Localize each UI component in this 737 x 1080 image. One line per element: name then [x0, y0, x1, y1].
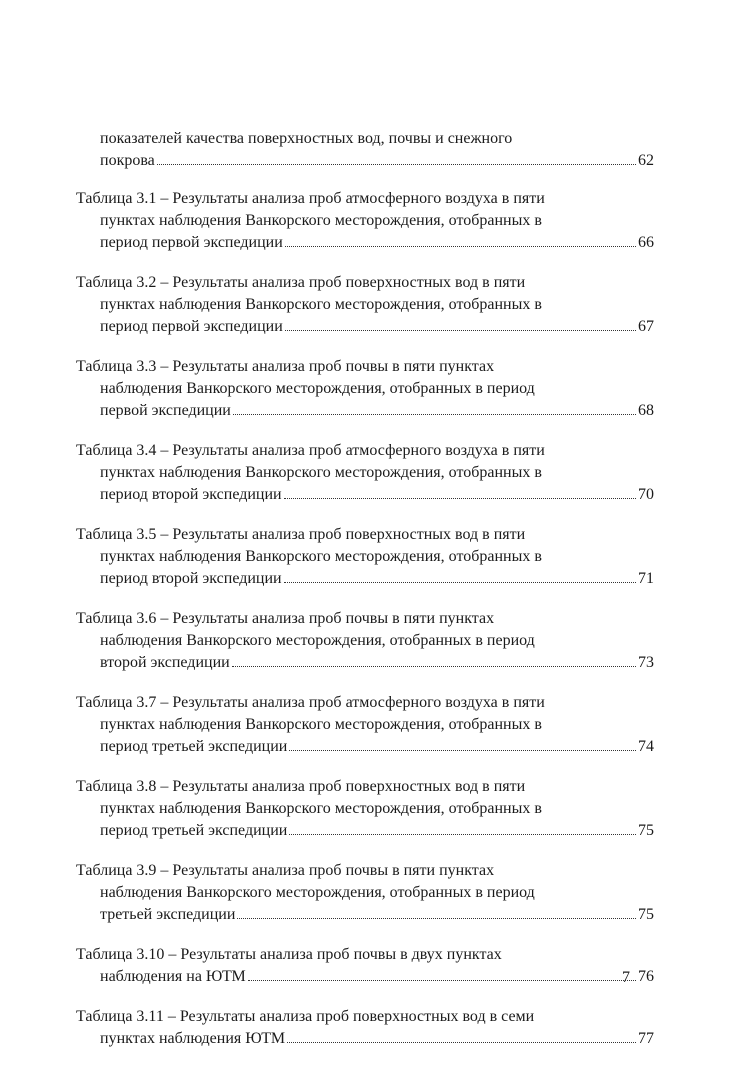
toc-entry-line: показателей качества поверхностных вод, почвы и снежного: [100, 130, 513, 147]
toc-entry-line: пунктах наблюдения Ванкорского месторождения, отобранных в: [100, 464, 542, 481]
toc-entry-text: наблюдения на ЮТМ: [100, 968, 246, 985]
toc-entry-text: третьей экспедиции: [100, 906, 236, 923]
toc-entry-continuation: [76, 128, 654, 172]
toc-entry-last-line: [76, 232, 654, 254]
dot-leader: [287, 1041, 636, 1043]
toc-entry-line: Таблица 3.11 – Результаты анализа проб поверхностных вод в семи: [76, 1008, 535, 1025]
toc-entry-line: Таблица 3.8 – Результаты анализа проб поверхностных вод в пяти: [76, 778, 526, 795]
table-of-contents: [76, 128, 654, 1068]
toc-entry-text: покрова: [100, 152, 155, 169]
toc-entry-line: Таблица 3.6 – Результаты анализа проб почвы в пяти пунктах: [76, 610, 495, 627]
dot-leader: [289, 833, 636, 835]
toc-entry-line: Таблица 3.4 – Результаты анализа проб атмосферного воздуха в пяти: [76, 442, 545, 459]
toc-page-number: 74: [638, 738, 654, 755]
toc-page-number: 75: [638, 822, 654, 839]
toc-page-number: 62: [638, 152, 654, 169]
toc-entry-last-line: [76, 1028, 654, 1050]
toc-entry-3-7[interactable]: [76, 692, 654, 758]
toc-page-number: 76: [638, 968, 654, 985]
toc-entry-text: период третьей экспедиции: [100, 738, 288, 755]
toc-entry-line: Таблица 3.2 – Результаты анализа проб поверхностных вод в пяти: [76, 274, 526, 291]
toc-entry-text: второй экспедиции: [100, 654, 230, 671]
dot-leader: [232, 665, 636, 667]
toc-entry-line: наблюдения Ванкорского месторождения, отобранных в период: [100, 632, 535, 649]
toc-entry-line: Таблица 3.3 – Результаты анализа проб почвы в пяти пунктах: [76, 358, 495, 375]
toc-page-number: 66: [638, 234, 654, 251]
toc-entry-last-line: [76, 904, 654, 926]
toc-page-number: 70: [638, 486, 654, 503]
dot-leader: [285, 329, 636, 331]
toc-entry-3-4[interactable]: [76, 440, 654, 506]
toc-page-number: 71: [638, 570, 654, 587]
toc-entry-3-1[interactable]: [76, 188, 654, 254]
toc-entry-text: первой экспедиции: [100, 402, 231, 419]
toc-entry-text: период второй экспедиции: [100, 570, 282, 587]
toc-entry-3-5[interactable]: [76, 524, 654, 590]
toc-page-number: 75: [638, 906, 654, 923]
toc-entry-text: период второй экспедиции: [100, 486, 282, 503]
dot-leader: [284, 497, 636, 499]
toc-entry-last-line: [76, 316, 654, 338]
toc-entry-3-10[interactable]: [76, 944, 654, 988]
toc-entry-text: период первой экспедиции: [100, 234, 283, 251]
dot-leader: [248, 979, 636, 981]
toc-entry-text: пунктах наблюдения ЮТМ: [100, 1030, 286, 1047]
toc-entry-line: пунктах наблюдения Ванкорского месторождения, отобранных в: [100, 716, 542, 733]
page-number: 7: [622, 969, 630, 986]
toc-entry-line: Таблица 3.7 – Результаты анализа проб атмосферного воздуха в пяти: [76, 694, 545, 711]
dot-leader: [289, 749, 636, 751]
toc-entry-text: период первой экспедиции: [100, 318, 283, 335]
toc-entry-text: период третьей экспедиции: [100, 822, 288, 839]
toc-page-number: 77: [638, 1030, 654, 1047]
dot-leader: [233, 413, 636, 415]
toc-entry-3-3[interactable]: [76, 356, 654, 422]
toc-entry-3-8[interactable]: [76, 776, 654, 842]
toc-entry-last-line: [76, 966, 654, 988]
toc-entry-line: пунктах наблюдения Ванкорского месторождения, отобранных в: [100, 296, 542, 313]
toc-entry-line: пунктах наблюдения Ванкорского месторождения, отобранных в: [100, 800, 542, 817]
toc-page-number: 73: [638, 654, 654, 671]
dot-leader: [157, 163, 636, 165]
toc-entry-last-line: [76, 736, 654, 758]
toc-entry-last-line: [76, 484, 654, 506]
toc-entry-3-9[interactable]: [76, 860, 654, 926]
toc-page-number: 68: [638, 402, 654, 419]
dot-leader: [237, 917, 636, 919]
toc-entry-line: наблюдения Ванкорского месторождения, отобранных в период: [100, 884, 535, 901]
toc-entry-last-line: [76, 568, 654, 590]
toc-entry-line: наблюдения Ванкорского месторождения, отобранных в период: [100, 380, 535, 397]
toc-entry-last-line: [76, 652, 654, 674]
toc-entry-last-line: [76, 400, 654, 422]
dot-leader: [285, 245, 636, 247]
toc-entry-3-11[interactable]: [76, 1006, 654, 1050]
toc-entry-3-6[interactable]: [76, 608, 654, 674]
toc-entry-3-2[interactable]: [76, 272, 654, 338]
toc-entry-last-line: [76, 150, 654, 172]
toc-entry-line: Таблица 3.9 – Результаты анализа проб почвы в пяти пунктах: [76, 862, 495, 879]
toc-page-number: 67: [638, 318, 654, 335]
toc-entry-line: Таблица 3.1 – Результаты анализа проб атмосферного воздуха в пяти: [76, 190, 545, 207]
dot-leader: [284, 581, 636, 583]
toc-entry-line: пунктах наблюдения Ванкорского месторождения, отобранных в: [100, 548, 542, 565]
toc-entry-line: пунктах наблюдения Ванкорского месторождения, отобранных в: [100, 212, 542, 229]
toc-entry-line: Таблица 3.10 – Результаты анализа проб почвы в двух пунктах: [76, 946, 502, 963]
toc-entry-line: Таблица 3.5 – Результаты анализа проб поверхностных вод в пяти: [76, 526, 526, 543]
toc-entry-last-line: [76, 820, 654, 842]
